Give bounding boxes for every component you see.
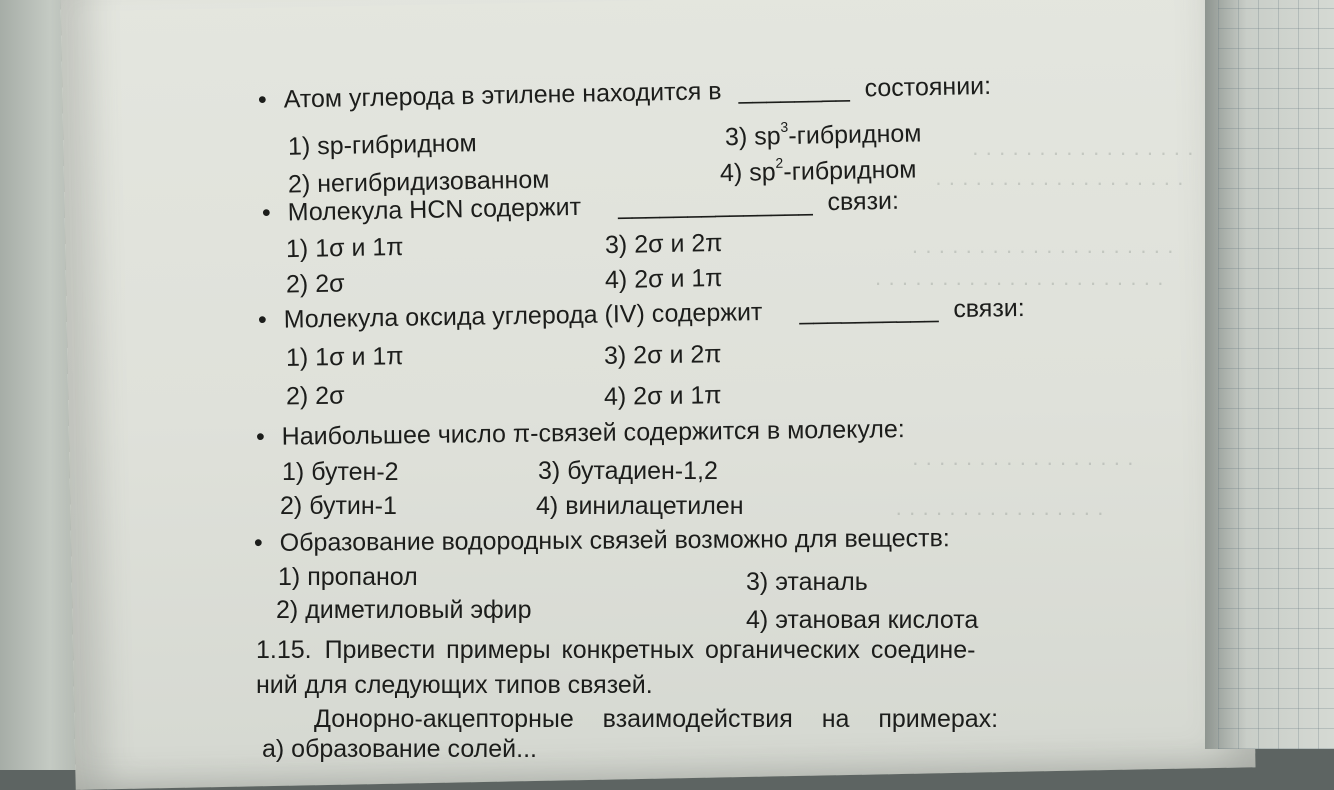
option-number: 4) [604, 265, 628, 295]
option-text: винилацетилен [565, 492, 744, 520]
bullet: • [253, 528, 263, 557]
task-text-line-4: а) образование солей... [262, 735, 537, 763]
option-2 [276, 598, 532, 623]
option-number: 3) [604, 230, 628, 260]
question-1 [257, 71, 992, 114]
question-text: Образование водородных связей возможно для веществ: [279, 524, 950, 557]
option-4 [604, 383, 722, 410]
question-text: Молекула оксида углерода (IV) содержит [283, 298, 763, 334]
question-4 [256, 417, 905, 450]
question-suffix: связи: [953, 293, 1025, 324]
task-heading-line [256, 638, 975, 663]
option-number: 1) [287, 132, 311, 161]
option-text: sp [748, 158, 776, 187]
option-3 [746, 570, 868, 595]
option-number: 3) [538, 457, 561, 485]
question-5 [254, 526, 950, 556]
option-3 [604, 228, 723, 260]
task-text-line-3: Донорно-акцепторные взаимодействия на примерах: [314, 705, 999, 733]
option-4 [604, 263, 723, 295]
option-2 [280, 494, 397, 519]
option-1 [288, 131, 477, 160]
option-number: 2) [287, 170, 311, 199]
option-number: 2) [285, 270, 309, 299]
bullet: • [261, 198, 272, 227]
option-3 [604, 342, 722, 369]
option-number: 2) [285, 382, 309, 411]
option-text: 1σ и 1π [314, 232, 404, 263]
bullet: • [257, 85, 268, 114]
option-number: 1) [282, 458, 305, 486]
option-2 [286, 271, 345, 297]
option-text: диметиловый эфир [305, 596, 532, 624]
option-text: 2σ [314, 269, 345, 298]
option-number: 2) [276, 596, 299, 624]
option-text: бутин-1 [309, 492, 397, 520]
option-text-rest: -гибридном [783, 155, 917, 186]
bullet: • [257, 305, 267, 334]
superscript: 2 [775, 154, 784, 171]
task-number: 1.15. [256, 636, 312, 664]
task-text: Привести примеры конкретных органических соедине- [324, 636, 976, 664]
option-3 [538, 459, 718, 484]
option-text: 2σ и 1π [632, 381, 722, 411]
question-suffix: связи: [827, 186, 900, 217]
option-2 [285, 381, 345, 411]
option-1 [285, 232, 404, 264]
option-text: бутадиен-1,2 [567, 457, 718, 485]
answer-blank: ______________ [617, 188, 813, 221]
option-text: 2σ и 1π [633, 263, 723, 294]
option-text: sp [753, 122, 781, 151]
option-4 [746, 608, 978, 633]
bullet: • [255, 422, 265, 451]
option-text: негибридизованном [316, 165, 550, 198]
question-text: Атом углерода в этилене находится в [283, 77, 722, 114]
option-1 [282, 460, 399, 485]
option-text-rest: -гибридном [343, 129, 477, 160]
option-number: 4) [603, 382, 627, 411]
question-text: Наибольшее число π-связей содержится в молекуле: [281, 415, 905, 451]
answer-blank: __________ [799, 295, 939, 326]
option-number: 3) [603, 341, 627, 370]
question-3 [257, 293, 1025, 334]
option-text: 2σ и 2π [632, 340, 722, 370]
option-1 [278, 565, 418, 590]
option-2 [288, 167, 550, 197]
superscript: 3 [780, 118, 789, 135]
option-text: пропанол [307, 563, 418, 591]
option-text: этановая кислота [775, 606, 979, 634]
option-number: 1) [285, 234, 309, 264]
question-text: Молекула HCN содержит [287, 192, 582, 227]
option-1 [286, 344, 404, 371]
option-text: sp [316, 131, 344, 161]
option-text: бутен-2 [311, 458, 399, 486]
option-number: 4) [719, 158, 743, 188]
option-4 [536, 494, 744, 519]
option-number: 3) [724, 122, 748, 152]
task-text-line-2: ний для следующих типов связей. [256, 671, 653, 699]
option-number: 1) [278, 563, 301, 591]
option-number: 2) [280, 492, 303, 520]
option-text: 1σ и 1π [314, 342, 404, 372]
option-text: этаналь [775, 568, 868, 596]
option-text: 2σ и 2π [633, 228, 723, 259]
option-number: 3) [746, 568, 769, 596]
option-4 [720, 156, 917, 186]
question-suffix: состоянии: [864, 71, 992, 103]
option-number: 4) [536, 492, 559, 520]
option-number: 1) [285, 343, 309, 372]
option-3 [725, 120, 922, 150]
option-text: 2σ [314, 381, 345, 410]
option-text-rest: -гибридном [788, 119, 922, 150]
answer-blank: ________ [738, 74, 850, 105]
option-number: 4) [746, 606, 769, 634]
